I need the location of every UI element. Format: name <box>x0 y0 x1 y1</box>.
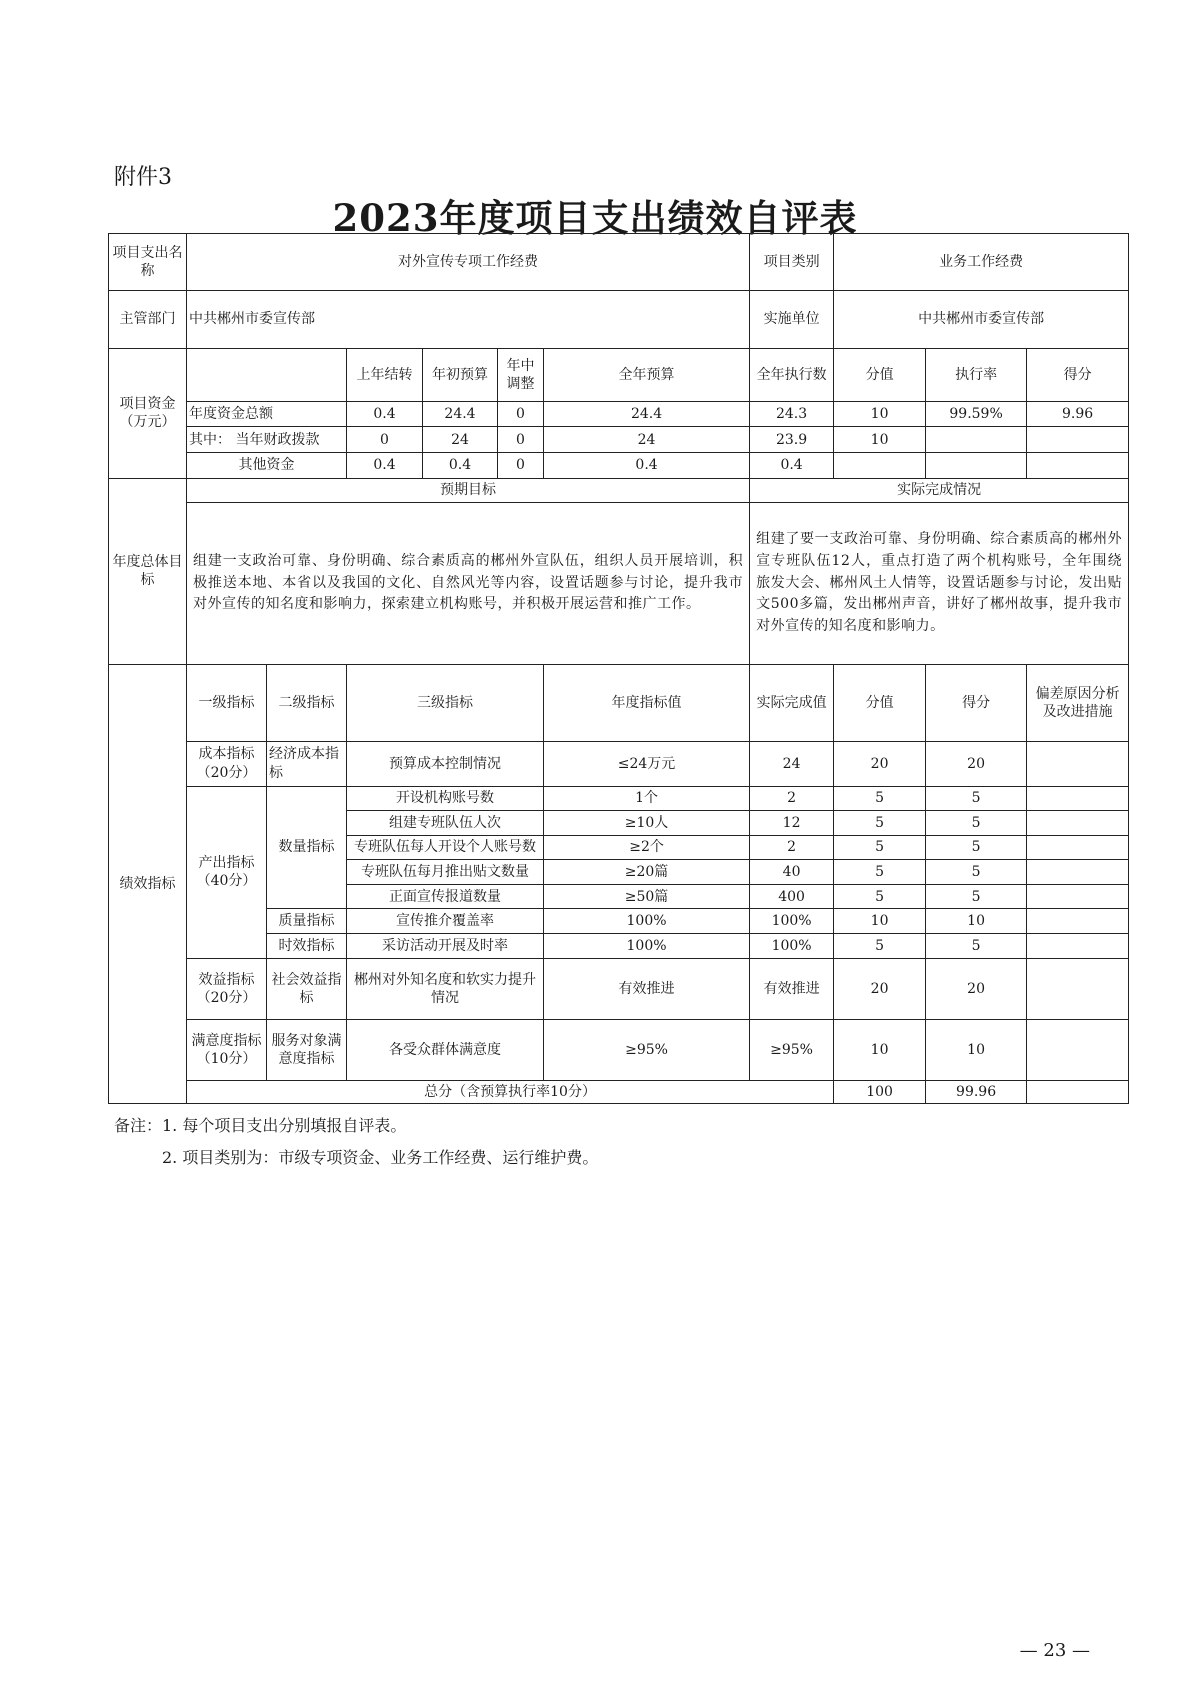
funds-cell: 10 <box>834 427 926 453</box>
funds-cell: 0.4 <box>347 453 423 479</box>
dept-value: 中共郴州市委宣传部 <box>187 291 750 348</box>
got-cell: 5 <box>926 835 1027 860</box>
total-score: 100 <box>834 1081 926 1104</box>
funds-row-label: 其他资金 <box>187 453 347 479</box>
score-cell: 10 <box>834 909 926 934</box>
target-cell: 1个 <box>544 786 750 811</box>
funds-cell: 10 <box>834 401 926 427</box>
target-cell: ≥10人 <box>544 811 750 836</box>
l2-benefit: 社会效益指标 <box>267 958 347 1019</box>
remark-cell <box>1027 786 1129 811</box>
remark-cell <box>1027 1081 1129 1104</box>
funds-cell: 0.4 <box>347 401 423 427</box>
score-cell: 5 <box>834 934 926 959</box>
remark-cell <box>1027 1019 1129 1080</box>
score-cell: 20 <box>834 958 926 1019</box>
l3-cell: 正面宣传报道数量 <box>347 884 544 909</box>
score-cell: 5 <box>834 860 926 885</box>
project-category-label: 项目类别 <box>750 234 834 291</box>
target-cell: 100% <box>544 909 750 934</box>
project-name-label: 项目支出名称 <box>109 234 187 291</box>
notes <box>114 1110 598 1174</box>
note-line: 备注：1. 每个项目支出分别填报自评表。 <box>114 1116 407 1135</box>
got-cell: 5 <box>926 811 1027 836</box>
funds-cell: 24 <box>544 427 750 453</box>
funds-label: 项目资金（万元） <box>109 348 187 478</box>
l3-cell: 宣传推介覆盖率 <box>347 909 544 934</box>
funds-header: 执行率 <box>926 348 1027 401</box>
target-cell: ≥95% <box>544 1019 750 1080</box>
l1-benefit: 效益指标（20分） <box>187 958 267 1019</box>
target-cell: ≥2个 <box>544 835 750 860</box>
funds-cell: 24.4 <box>544 401 750 427</box>
funds-header: 分值 <box>834 348 926 401</box>
target-cell: 有效推进 <box>544 958 750 1019</box>
perf-header: 一级指标 <box>187 664 267 741</box>
funds-cell: 0 <box>347 427 423 453</box>
funds-cell <box>1027 453 1129 479</box>
total-label: 总分（含预算执行率10分） <box>187 1081 834 1104</box>
remark-cell <box>1027 884 1129 909</box>
expected-goal-text: 组建一支政治可靠、身份明确、综合素质高的郴州外宣队伍，组织人员开展培训，积极推送本地、本省以及我国的文化、自然风光等内容，设置话题参与讨论，提升我市对外宣传的知名度和影响力，探索建立机构账号，并积极开展运营和推广工作。 <box>187 503 750 665</box>
actual-cell: 100% <box>750 934 834 959</box>
l1-output: 产出指标（40分） <box>187 786 267 958</box>
expected-goal-header: 预期目标 <box>187 478 750 503</box>
actual-cell: 12 <box>750 811 834 836</box>
remark-cell <box>1027 811 1129 836</box>
perf-header: 年度指标值 <box>544 664 750 741</box>
funds-cell: 0 <box>498 427 544 453</box>
perf-header: 分值 <box>834 664 926 741</box>
got-cell: 5 <box>926 884 1027 909</box>
funds-cell <box>1027 427 1129 453</box>
funds-cell: 23.9 <box>750 427 834 453</box>
funds-cell: 99.59% <box>926 401 1027 427</box>
got-cell: 5 <box>926 786 1027 811</box>
project-category: 业务工作经费 <box>834 234 1129 291</box>
self-evaluation-table <box>108 233 1129 1104</box>
actual-cell: 有效推进 <box>750 958 834 1019</box>
funds-cell <box>834 453 926 479</box>
funds-row-label: 年度资金总额 <box>187 401 347 427</box>
actual-cell: 40 <box>750 860 834 885</box>
actual-cell: 400 <box>750 884 834 909</box>
l3-cell: 专班队伍每月推出贴文数量 <box>347 860 544 885</box>
actual-cell: 2 <box>750 786 834 811</box>
got-cell: 5 <box>926 860 1027 885</box>
l3-cell: 各受众群体满意度 <box>347 1019 544 1080</box>
page-number: — 23 — <box>1019 1640 1090 1661</box>
perf-header: 二级指标 <box>267 664 347 741</box>
note-line: 2. 项目类别为：市级专项资金、业务工作经费、运行维护费。 <box>162 1148 599 1167</box>
score-cell: 5 <box>834 884 926 909</box>
remark-cell <box>1027 860 1129 885</box>
l1-cost: 成本指标（20分） <box>187 741 267 786</box>
l3-cell: 组建专班队伍人次 <box>347 811 544 836</box>
got-cell: 5 <box>926 934 1027 959</box>
got-cell: 20 <box>926 958 1027 1019</box>
funds-header: 上年结转 <box>347 348 423 401</box>
l2-satisfaction: 服务对象满意度指标 <box>267 1019 347 1080</box>
actual-goal-text: 组建了要一支政治可靠、身份明确、综合素质高的郴州外宣专班队伍12人，重点打造了两个机构账号，全年围绕旅发大会、郴州风土人情等，设置话题参与讨论，发出贴文500多篇，发出郴州声音，讲好了郴州故事，提升我市对外宣传的知名度和影响力。 <box>750 503 1129 665</box>
remark-cell <box>1027 835 1129 860</box>
l2-timeliness: 时效指标 <box>267 934 347 959</box>
funds-row-label: 其中： 当年财政拨款 <box>187 427 347 453</box>
remark-cell <box>1027 741 1129 786</box>
dept-label: 主管部门 <box>109 291 187 348</box>
target-cell: ≥50篇 <box>544 884 750 909</box>
remark-cell <box>1027 958 1129 1019</box>
score-cell: 5 <box>834 811 926 836</box>
impl-label: 实施单位 <box>750 291 834 348</box>
l3-cell: 开设机构账号数 <box>347 786 544 811</box>
perf-label: 绩效指标 <box>109 664 187 1103</box>
got-cell: 20 <box>926 741 1027 786</box>
actual-cell: 100% <box>750 909 834 934</box>
score-cell: 10 <box>834 1019 926 1080</box>
actual-cell: ≥95% <box>750 1019 834 1080</box>
target-cell: ≤24万元 <box>544 741 750 786</box>
perf-header: 三级指标 <box>347 664 544 741</box>
target-cell: 100% <box>544 934 750 959</box>
remark-cell <box>1027 909 1129 934</box>
actual-cell: 2 <box>750 835 834 860</box>
attachment-label: 附件3 <box>114 165 172 190</box>
l2-cost: 经济成本指标 <box>267 741 347 786</box>
project-name: 对外宣传专项工作经费 <box>187 234 750 291</box>
l1-satisfaction: 满意度指标（10分） <box>187 1019 267 1080</box>
score-cell: 5 <box>834 835 926 860</box>
funds-cell: 0 <box>498 401 544 427</box>
funds-cell <box>926 427 1027 453</box>
score-cell: 20 <box>834 741 926 786</box>
target-cell: ≥20篇 <box>544 860 750 885</box>
l3-cell: 预算成本控制情况 <box>347 741 544 786</box>
actual-goal-header: 实际完成情况 <box>750 478 1129 503</box>
l3-cell: 专班队伍每人开设个人账号数 <box>347 835 544 860</box>
page-title: 2023年度项目支出绩效自评表 <box>332 196 858 240</box>
got-cell: 10 <box>926 1019 1027 1080</box>
total-got: 99.96 <box>926 1081 1027 1104</box>
funds-cell: 0.4 <box>423 453 498 479</box>
score-cell: 5 <box>834 786 926 811</box>
remark-cell <box>1027 934 1129 959</box>
funds-cell: 0.4 <box>544 453 750 479</box>
funds-cell <box>926 453 1027 479</box>
perf-header: 偏差原因分析及改进措施 <box>1027 664 1129 741</box>
funds-cell: 0 <box>498 453 544 479</box>
funds-cell: 0.4 <box>750 453 834 479</box>
funds-cell: 24.3 <box>750 401 834 427</box>
funds-header: 年中调整 <box>498 348 544 401</box>
actual-cell: 24 <box>750 741 834 786</box>
funds-cell: 9.96 <box>1027 401 1129 427</box>
l2-quality: 质量指标 <box>267 909 347 934</box>
funds-cell: 24.4 <box>423 401 498 427</box>
l3-cell: 采访活动开展及时率 <box>347 934 544 959</box>
funds-cell: 24 <box>423 427 498 453</box>
goals-label: 年度总体目标 <box>109 478 187 664</box>
funds-header: 得分 <box>1027 348 1129 401</box>
l3-cell: 郴州对外知名度和软实力提升情况 <box>347 958 544 1019</box>
funds-header: 全年执行数 <box>750 348 834 401</box>
perf-header: 得分 <box>926 664 1027 741</box>
impl-value: 中共郴州市委宣传部 <box>834 291 1129 348</box>
funds-header: 年初预算 <box>423 348 498 401</box>
got-cell: 10 <box>926 909 1027 934</box>
l2-quantity: 数量指标 <box>267 786 347 909</box>
funds-header: 全年预算 <box>544 348 750 401</box>
perf-header: 实际完成值 <box>750 664 834 741</box>
